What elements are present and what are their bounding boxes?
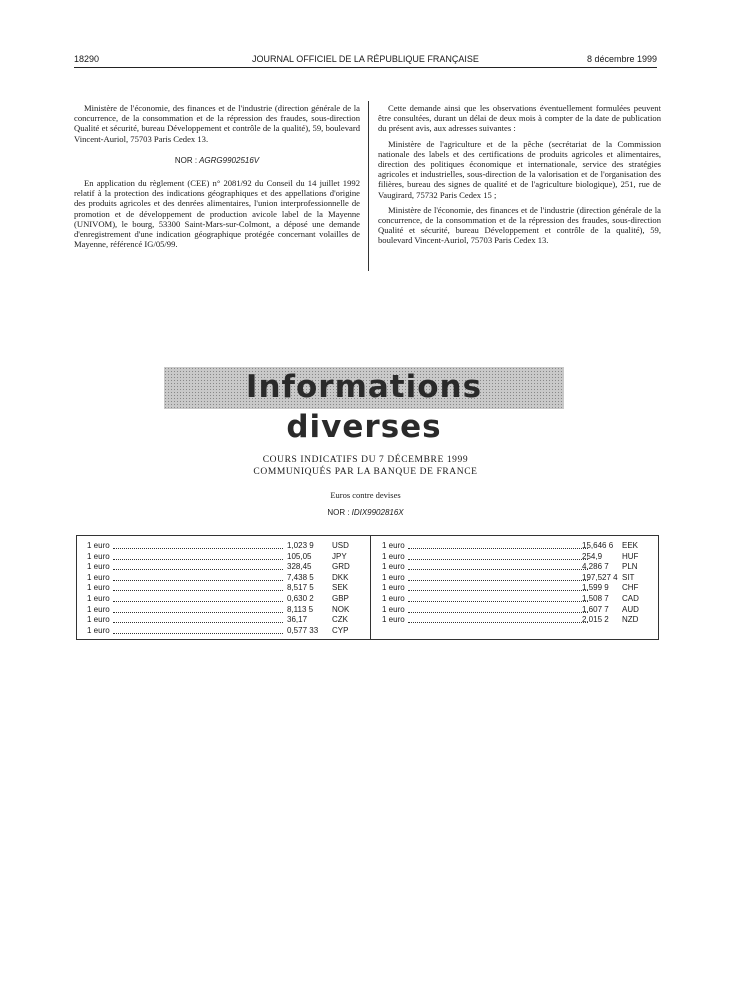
currency-code: CAD — [622, 593, 639, 603]
rate-row — [382, 573, 650, 584]
rates-left-column — [87, 541, 360, 636]
dot-leader — [113, 558, 283, 560]
dot-leader — [113, 589, 283, 591]
rate-label: 1 euro — [382, 551, 405, 561]
left-column — [74, 103, 360, 254]
dot-leader — [408, 579, 588, 581]
rate-value: 36,17 — [287, 615, 308, 625]
currency-code: NOK — [332, 604, 350, 614]
rate-value: 197,527 4 — [582, 572, 618, 582]
rate-row — [382, 594, 650, 605]
rate-label: 1 euro — [382, 562, 405, 572]
rate-row — [87, 615, 360, 626]
rate-row — [87, 573, 360, 584]
currency-code: AUD — [622, 604, 639, 614]
rate-label: 1 euro — [382, 604, 405, 614]
rate-row — [382, 615, 650, 626]
rates-subtitle: Euros contre devises — [330, 490, 401, 500]
currency-code: DKK — [332, 572, 349, 582]
rate-label: 1 euro — [87, 572, 110, 582]
currency-code: GBP — [332, 593, 349, 603]
rate-label: 1 euro — [382, 615, 405, 625]
rate-value: 2,015 2 — [582, 615, 609, 625]
rates-nor — [0, 508, 731, 517]
rates-nor-label: NOR : — [327, 508, 350, 517]
dot-leader — [408, 568, 588, 570]
rate-label: 1 euro — [87, 604, 110, 614]
currency-code: PLN — [622, 562, 638, 572]
rate-value: 8,517 5 — [287, 583, 314, 593]
rate-row — [87, 594, 360, 605]
left-para-1: Ministère de l'économie, des finances et de l'industrie (direction générale de la concurrence, de la consommation et de la répression des fraudes, sous-direction Qualité et sécurité, bureau Développement et contrôle de la qualité), 59, boulevard Vincent-Auriol, 75703 Paris Cedex 13. — [74, 103, 360, 144]
rate-row — [382, 552, 650, 563]
currency-code: NZD — [622, 615, 639, 625]
dot-leader — [408, 621, 588, 623]
currency-code: USD — [332, 541, 349, 550]
nor-reference — [74, 156, 360, 166]
currency-code: CZK — [332, 615, 348, 625]
rate-value: 7,438 5 — [287, 572, 314, 582]
rate-label: 1 euro — [87, 625, 110, 635]
column-divider — [368, 101, 369, 271]
rates-title-line-1: COURS INDICATIFS DU 7 DÉCEMBRE 1999 — [262, 455, 469, 465]
currency-code: SEK — [332, 583, 349, 593]
exchange-rates-table — [76, 535, 659, 640]
rate-label: 1 euro — [87, 541, 110, 550]
rate-value: 0,630 2 — [287, 593, 314, 603]
rate-row — [87, 583, 360, 594]
rate-value: 8,113 5 — [287, 604, 314, 614]
rate-label: 1 euro — [87, 615, 110, 625]
rate-row — [382, 583, 650, 594]
currency-code: CHF — [622, 583, 639, 593]
page-number: 18290 — [74, 54, 100, 64]
dot-leader — [408, 589, 588, 591]
dot-leader — [408, 547, 588, 549]
rate-label: 1 euro — [382, 541, 405, 550]
rate-value: 328,45 — [287, 562, 312, 572]
currency-code: JPY — [332, 551, 347, 561]
currency-code: EEK — [622, 541, 639, 550]
rate-value: 1,599 9 — [582, 583, 609, 593]
rate-row — [382, 562, 650, 573]
dot-leader — [113, 621, 283, 623]
dot-leader — [113, 568, 283, 570]
issue-date: 8 décembre 1999 — [586, 54, 657, 64]
dot-leader — [113, 600, 283, 602]
rate-value: 254,9 — [582, 551, 603, 561]
table-divider — [370, 536, 371, 639]
rate-value: 0,577 33 — [287, 625, 319, 635]
right-column — [378, 103, 661, 251]
nor-label: NOR : — [174, 155, 198, 165]
rate-row — [382, 541, 650, 552]
currency-code: SIT — [622, 572, 635, 582]
rates-right-column — [382, 541, 650, 626]
rate-row — [87, 626, 360, 637]
right-para-2: Ministère de l'agriculture et de la pêche (secrétariat de la Commission nationale des labels et des certifications de produits agricoles et alimentaires, direction des politiques économique et internationale, service des stratégies agricoles et industrielles, sous-direction de la valorisation et de l'organisation des filières, bureau des signes de qualité et de l'agriculture biologique), 251, rue de Vaugirard, 75732 Paris Cedex 15 ; — [378, 138, 661, 200]
currency-code: GRD — [332, 562, 350, 572]
rate-row — [87, 605, 360, 616]
rate-label: 1 euro — [382, 572, 405, 582]
rate-value: 15,646 6 — [582, 541, 614, 550]
rate-row — [87, 552, 360, 563]
rate-row — [382, 605, 650, 616]
currency-code: CYP — [332, 625, 349, 635]
banner-title: Informations diverses — [245, 369, 483, 445]
dot-leader — [113, 632, 283, 634]
rate-value: 4,286 7 — [582, 562, 609, 572]
dot-leader — [408, 611, 588, 613]
dot-leader — [113, 611, 283, 613]
section-banner — [164, 367, 564, 445]
dot-leader — [113, 547, 283, 549]
rate-label: 1 euro — [87, 593, 110, 603]
right-para-3: Ministère de l'économie, des finances et de l'industrie (direction générale de la concurrence, de la consommation et de la répression des fraudes, sous-direction Qualité et sécurité, bureau Développement et contrôle de la qualité), 59, boulevard Vincent-Auriol, 75703 Paris Cedex 13. — [378, 204, 661, 246]
rate-row — [87, 541, 360, 552]
rate-value: 1,607 7 — [582, 604, 609, 614]
rate-label: 1 euro — [87, 551, 110, 561]
right-para-1: Cette demande ainsi que les observations éventuellement formulées peuvent être consultées, durant un délai de deux mois à compter de la date de publication du présent avis, aux adresses suivantes : — [378, 103, 661, 134]
rate-label: 1 euro — [382, 583, 405, 593]
currency-code: HUF — [622, 551, 639, 561]
journal-title: JOURNAL OFFICIEL DE LA RÉPUBLIQUE FRANÇAISE — [252, 54, 479, 64]
dot-leader — [408, 600, 588, 602]
left-para-2: En application du règlement (CEE) n° 2081/92 du Conseil du 14 juillet 1992 relatif à la protection des indications géographiques et des appellations d'origine des produits agricoles et des denrées alimentaires, l'union interprofessionnelle de promotion et de développement de production avicole label de la Mayenne (UNIVOM), le bourg, 53300 Saint-Mars-sur-Colmont, a déposé une demande d'enregistrement d'une indication géographique protégée concernant volailles de Mayenne, référencé IG/05/99. — [74, 178, 360, 250]
nor-code: AGRG9902516V — [199, 155, 260, 165]
dot-leader — [113, 579, 283, 581]
rate-value: 1,508 7 — [582, 593, 609, 603]
rate-value: 1,023 9 — [287, 541, 314, 550]
rate-label: 1 euro — [382, 593, 405, 603]
dot-leader — [408, 558, 588, 560]
rate-value: 105,05 — [287, 551, 312, 561]
rate-label: 1 euro — [87, 583, 110, 593]
rate-label: 1 euro — [87, 562, 110, 572]
rates-title-line-2: COMMUNIQUÉS PAR LA BANQUE DE FRANCE — [253, 467, 478, 477]
rates-nor-code: IDIX9902816X — [351, 508, 404, 517]
header-rule — [74, 67, 657, 68]
rate-row — [87, 562, 360, 573]
